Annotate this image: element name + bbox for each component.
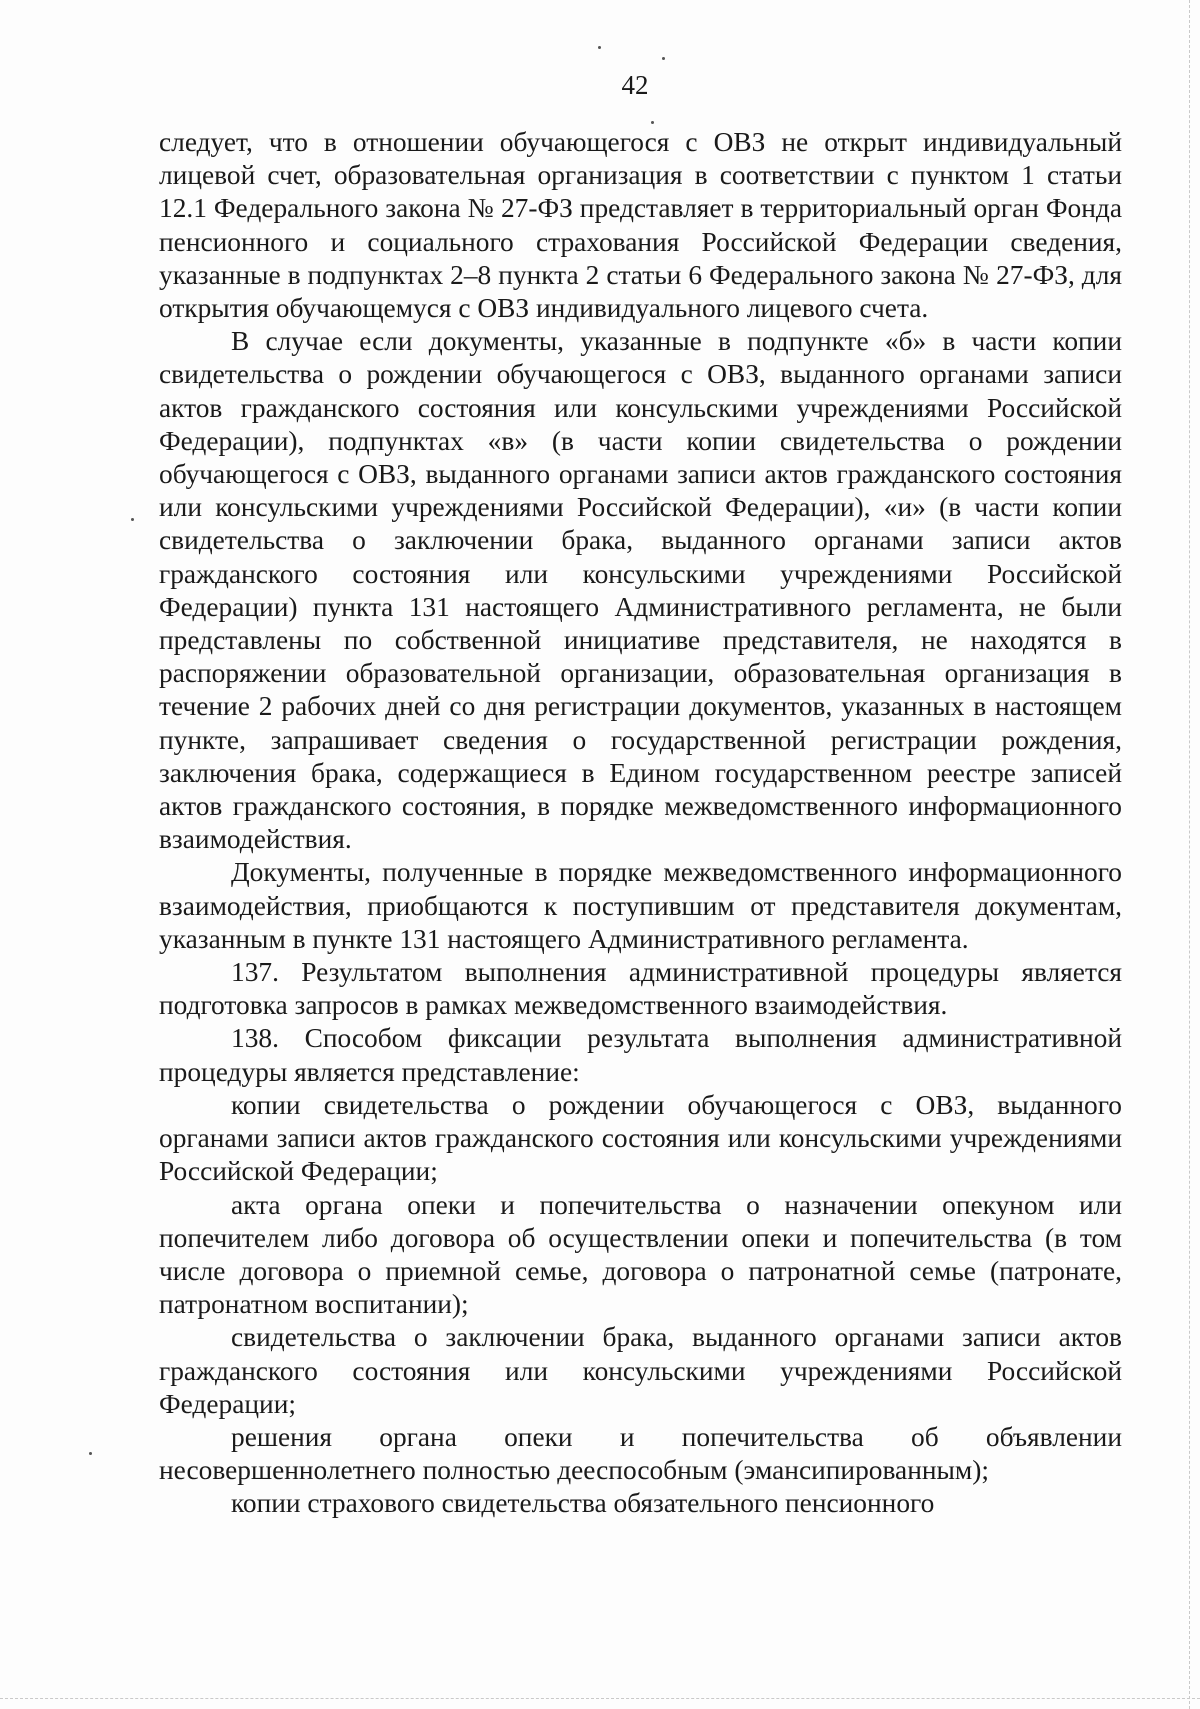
- paragraph-continuation: следует, что в отношении обучающегося с ОВЗ не открыт индивидуальный лицевой счет, образовательная организация в соответствии с пунктом 1 статьи 12.1 Федерального закона № 27-ФЗ представляет в территориальный орган Фонда пенсионного и социального страхования Российской Федерации сведения, указанные в подпунктах 2–8 пункта 2 статьи 6 Федерального закона № 27-ФЗ, для открытия обучающемуся с ОВЗ индивидуального лицевого счета.: [159, 127, 1122, 324]
- paragraph-item-138: 138. Способом фиксации результата выполнения административной процедуры является представление:: [159, 1023, 1122, 1087]
- list-item: решения органа опеки и попечительства об объявлении несовершеннолетнего полностью дееспособным (эмансипированным);: [159, 1421, 1122, 1486]
- scan-edge-bottom: [0, 1698, 1200, 1699]
- page-number: 42: [621, 70, 649, 100]
- paragraph: Документы, полученные в порядке межведомственного информационного взаимодействия, приобщаются к поступившим от представителя документам, указанным в пункте 131 настоящего Административного регламента.: [159, 857, 1122, 954]
- list-item: копии свидетельства о рождении обучающегося с ОВЗ, выданного органами записи актов гражданского состояния или консульскими учреждениями Российской Федерации;: [159, 1089, 1122, 1187]
- document-text: [159, 126, 1122, 1521]
- list-item: свидетельства о заключении брака, выданного органами записи актов гражданского состояния или консульскими учреждениями Российской Федерации;: [159, 1322, 1122, 1419]
- scan-speck: [598, 46, 601, 49]
- paragraph: В случае если документы, указанные в подпункте «б» в части копии свидетельства о рождении обучающегося с ОВЗ, выданного органами записи актов гражданского состояния или консульскими учреждениями Российской Федерации), подпунктах «в» (в части копии свидетельства о рождении обучающегося с ОВЗ, выданного органами записи актов гражданского состояния или консульскими учреждениями Российской Федерации), «и» (в части копии свидетельства о заключении брака, выданного органами записи актов гражданского состояния или консульскими учреждениями Российской Федерации) пункта 131 настоящего Административного регламента, не были представлены по собственной инициативе представителя, не находятся в распоряжении образовательной организации, образовательная организация в течение 2 рабочих дней со дня регистрации документов, указанных в настоящем пункте, запрашивает сведения о государственной регистрации рождения, заключения брака, содержащиеся в Едином государственном реестре записей актов гражданского состояния, в порядке межведомственного информационного взаимодействия.: [159, 326, 1122, 855]
- list-item: копии страхового свидетельства обязательного пенсионного: [231, 1488, 935, 1519]
- scan-speck: [89, 1452, 92, 1455]
- scan-edge-right: [1189, 0, 1190, 1709]
- list-item: акта органа опеки и попечительства о назначении опекуном или попечителем либо договора об осуществлении опеки и попечительства (в том числе договора о приемной семье, договора о патронатной семье (патронате, патронатном воспитании);: [159, 1189, 1122, 1320]
- scan-speck: [662, 57, 665, 60]
- scan-speck: [651, 121, 654, 124]
- paragraph-item-137: 137. Результатом выполнения административной процедуры является подготовка запросов в рамках межведомственного взаимодействия.: [159, 957, 1122, 1021]
- scan-speck: [131, 518, 134, 521]
